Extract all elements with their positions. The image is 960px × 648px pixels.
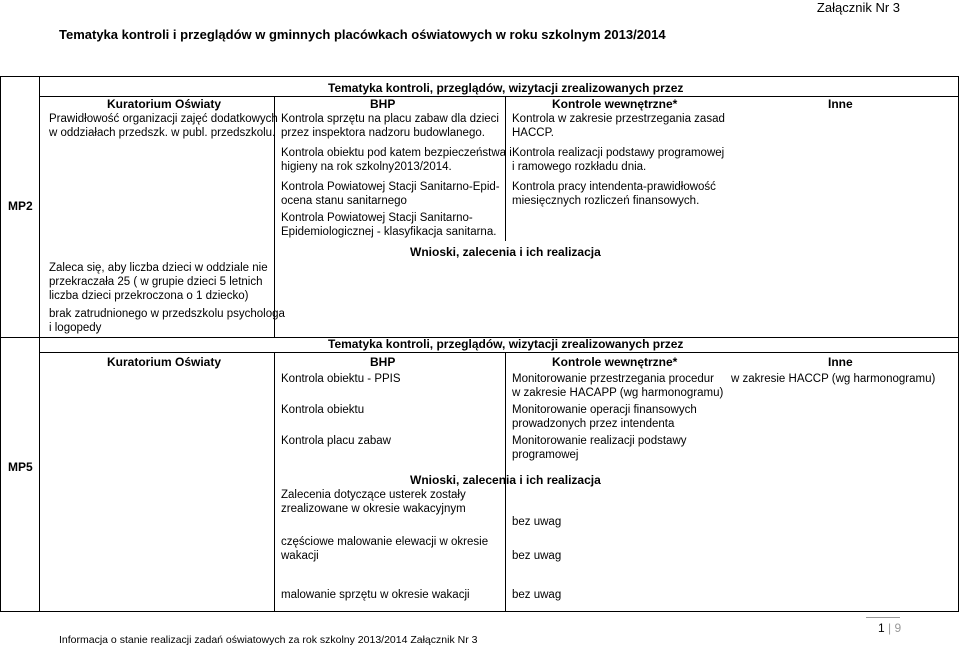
cell-line: higieny na rok szkolny2013/2014. bbox=[281, 161, 452, 173]
mp2-col-kuratorium: Kuratorium Oświaty bbox=[107, 97, 222, 111]
cell-line: przez inspektora nadzoru budowlanego. bbox=[281, 127, 485, 139]
cell-line: przekraczała 25 ( w grupie dzieci 5 letnich bbox=[49, 276, 263, 288]
footer-text: Informacja o stanie realizacji zadań oświatowych za rok szkolny 2013/2014 Załącznik Nr 3 bbox=[59, 634, 478, 646]
mp5-col-kuratorium: Kuratorium Oświaty bbox=[107, 355, 222, 369]
mp5-inne-cell: w zakresie HACCP (wg harmonogramu) bbox=[731, 373, 936, 385]
mp5-label: MP5 bbox=[8, 460, 33, 474]
cell-line: wakacji bbox=[281, 550, 319, 562]
mp2-conclusions-title: Wnioski, zalecenia i ich realizacja bbox=[410, 245, 601, 259]
cell-line: ocena stanu sanitarnego bbox=[281, 195, 407, 207]
cell-line: programowej bbox=[512, 449, 579, 461]
mp2-section-title: Tematyka kontroli, przeglądów, wizytacji zrealizowanych przez bbox=[328, 81, 684, 95]
cell-line: liczba dzieci przekroczona o 1 dziecko) bbox=[49, 290, 249, 302]
cell-line: Epidemiologicznej - klasyfikacja sanitarna. bbox=[281, 226, 497, 238]
cell-line: Zalecenia dotyczące usterek zostały bbox=[281, 489, 466, 501]
cell-line: bez uwag bbox=[512, 516, 562, 528]
mp2-label: MP2 bbox=[8, 199, 33, 213]
page-total: 9 bbox=[894, 621, 902, 635]
page-separator: | bbox=[888, 621, 892, 635]
mp2-col-wewn: Kontrole wewnętrzne* bbox=[552, 97, 678, 111]
cell-line: miesięcznych rozliczeń finansowych. bbox=[512, 195, 700, 207]
cell-line: w oddziałach przedszk. w publ. przedszkolu. bbox=[49, 127, 276, 139]
cell-line: Kontrola obiektu bbox=[281, 404, 365, 416]
mp2-col-bhp: BHP bbox=[370, 97, 396, 111]
attachment-label: Załącznik Nr 3 bbox=[816, 0, 900, 15]
cell-line: Kontrola Powiatowej Stacji Sanitarno- bbox=[281, 212, 473, 224]
page-title: Tematyka kontroli i przeglądów w gminnych placówkach oświatowych w roku szkolnym 2013/2014 bbox=[59, 27, 666, 42]
mp5-section-title: Tematyka kontroli, przeglądów, wizytacji zrealizowanych przez bbox=[328, 337, 684, 351]
cell-line: i logopedy bbox=[49, 322, 102, 334]
cell-line: bez uwag bbox=[512, 550, 562, 562]
cell-line: HACCP. bbox=[512, 127, 554, 139]
mp5-conclusions-title: Wnioski, zalecenia i ich realizacja bbox=[410, 473, 601, 487]
footer-rule bbox=[866, 617, 900, 618]
cell-line: Zaleca się, aby liczba dzieci w oddziale nie bbox=[49, 262, 268, 274]
page-current: 1 bbox=[878, 621, 885, 635]
cell-line: Prawidłowość organizacji zajęć dodatkowych bbox=[49, 113, 278, 125]
cell-line: malowanie sprzętu w okresie wakacji bbox=[281, 589, 470, 601]
mp5-col-inne: Inne bbox=[828, 355, 853, 369]
cell-line: prowadzonych przez intendenta bbox=[512, 418, 675, 430]
cell-line: bez uwag bbox=[512, 589, 562, 601]
cell-line: brak zatrudnionego w przedszkolu psychologa bbox=[49, 308, 285, 320]
cell-line: Kontrola Powiatowej Stacji Sanitarno-Epid- bbox=[281, 181, 500, 193]
cell-line: Kontrola realizacji podstawy programowej bbox=[512, 147, 725, 159]
cell-line: Monitorowanie operacji finansowych bbox=[512, 404, 697, 416]
mp2-col-inne: Inne bbox=[828, 97, 853, 111]
cell-line: Kontrola pracy intendenta-prawidłowość bbox=[512, 181, 716, 193]
mp5-col-wewn: Kontrole wewnętrzne* bbox=[552, 355, 678, 369]
cell-line: Kontrola placu zabaw bbox=[281, 435, 391, 447]
cell-line: Kontrola w zakresie przestrzegania zasad bbox=[512, 113, 725, 125]
cell-line: Kontrola obiektu pod katem bezpieczeństwa i bbox=[281, 147, 512, 159]
cell-line: w zakresie HACAPP (wg harmonogramu) bbox=[512, 387, 724, 399]
cell-line: i ramowego rozkładu dnia. bbox=[512, 161, 647, 173]
cell-line: zrealizowane w okresie wakacyjnym bbox=[281, 503, 466, 515]
cell-line: Monitorowanie realizacji podstawy bbox=[512, 435, 687, 447]
cell-line: Kontrola obiektu - PPIS bbox=[281, 373, 401, 385]
cell-line: Kontrola sprzętu na placu zabaw dla dzieci bbox=[281, 113, 499, 125]
page-number bbox=[878, 621, 901, 635]
mp5-col-bhp: BHP bbox=[370, 355, 396, 369]
cell-line: częściowe malowanie elewacji w okresie bbox=[281, 536, 489, 548]
cell-line: Monitorowanie przestrzegania procedur bbox=[512, 373, 714, 385]
